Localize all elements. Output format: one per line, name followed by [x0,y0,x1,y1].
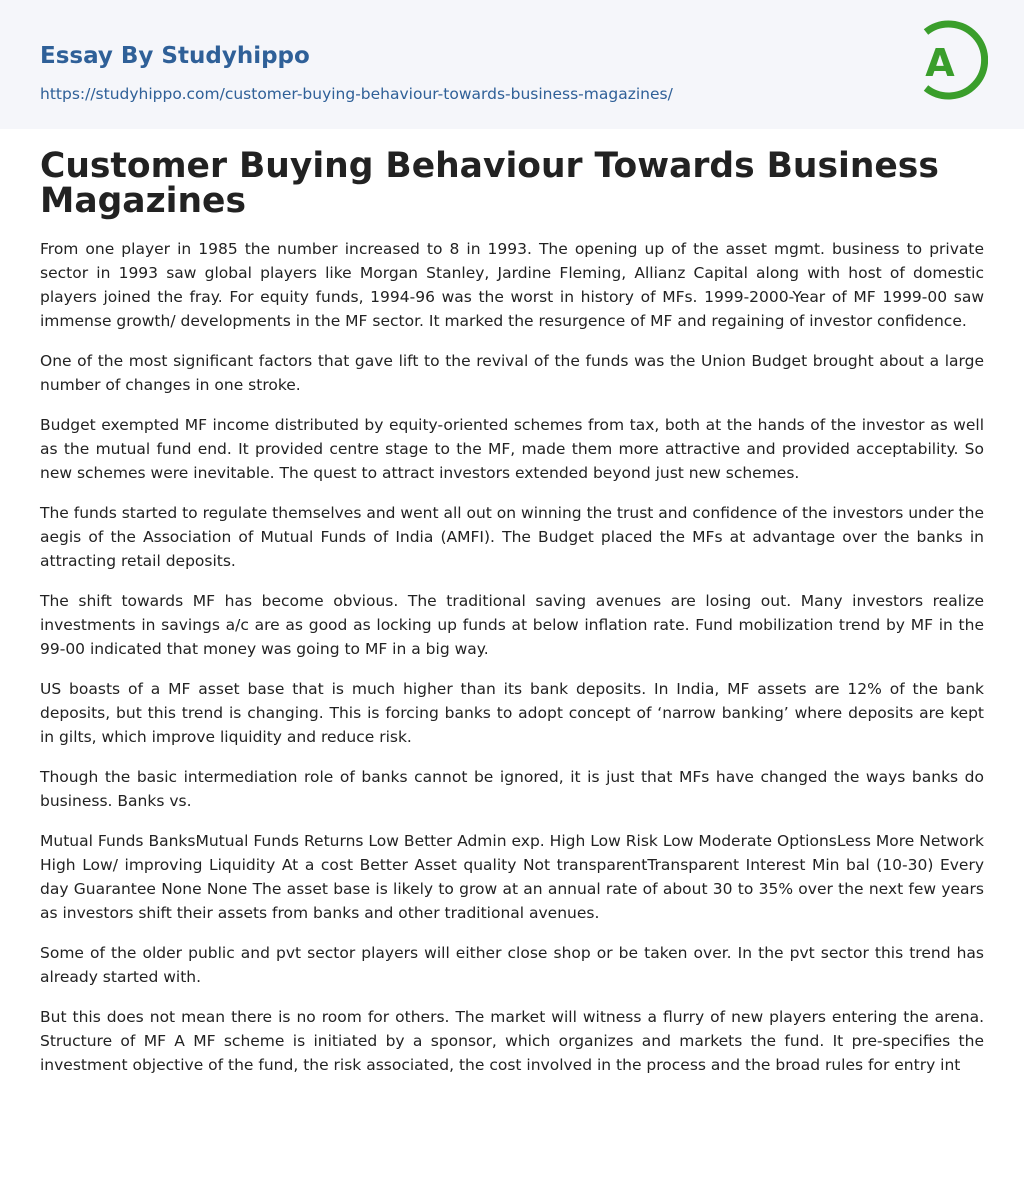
article-paragraph: Though the basic intermediation role of banks cannot be ignored, it is just that MFs have changed the ways banks do business. Banks vs. [40,768,984,810]
article-paragraph: One of the most significant factors that gave lift to the revival of the funds was the Union Budget brought about a large number of changes in one stroke. [40,352,984,394]
article [0,146,1024,1077]
article-paragraph: Some of the older public and pvt sector players will either close shop or be taken over. In the pvt sector this trend has already started with. [40,944,984,986]
page-title: Customer Buying Behaviour Towards Business Magazines [40,146,939,221]
site-title[interactable]: Essay By Studyhippo [40,43,310,69]
article-paragraph: Mutual Funds BanksMutual Funds Returns Low Better Admin exp. High Low Risk Low Moderate OptionsLess More Network High Low/ improving Liquidity At a cost Better Asset quality Not transparentTransparent Interest Min bal (10-30) Every day Guarantee None None The asset base is likely to grow at an annual rate of about 30 to 35% over the next few years as investors shift their assets from banks and other traditional avenues. [40,832,984,922]
source-url-link[interactable]: https://studyhippo.com/customer-buying-behaviour-towards-business-magazines/ [40,85,673,103]
article-paragraph: But this does not mean there is no room for others. The market will witness a flurry of new players entering the arena. Structure of MF A MF scheme is initiated by a sponsor, which organizes and markets the fund. It pre-specifies the investment objective of the fund, the risk associated, the cost involved in the process and the broad rules for entry int [40,1008,984,1074]
site-header [0,0,1024,129]
article-paragraph: The shift towards MF has become obvious. The traditional saving avenues are losing out. Many investors realize investments in savings a/c are as good as locking up funds at below inflation rate. Fund mobilization trend by MF in the 99-00 indicated that money was going to MF in a big way. [40,592,984,658]
article-paragraph: From one player in 1985 the number increased to 8 in 1993. The opening up of the asset mgmt. business to private sector in 1993 saw global players like Morgan Stanley, Jardine Fleming, Allianz Capital along with host of domestic players joined the fray. For equity funds, 1994-96 was the worst in history of MFs. 1999-2000-Year of MF 1999-00 saw immense growth/ developments in the MF sector. It marked the resurgence of MF and regaining of investor confidence. [40,240,984,330]
svg-text:A: A [925,41,955,85]
studyhippo-logo[interactable] [912,18,988,106]
article-paragraph: US boasts of a MF asset base that is much higher than its bank deposits. In India, MF assets are 12% of the bank deposits, but this trend is changing. This is forcing banks to adopt concept of ‘narrow banking’ where deposits are kept in gilts, which improve liquidity and reduce risk. [40,680,984,746]
article-paragraph: The funds started to regulate themselves and went all out on winning the trust and confidence of the investors under the aegis of the Association of Mutual Funds of India (AMFI). The Budget placed the MFs at advantage over the banks in attracting retail deposits. [40,504,984,570]
article-paragraph: Budget exempted MF income distributed by equity-oriented schemes from tax, both at the hands of the investor as well as the mutual fund end. It provided centre stage to the MF, made them more attractive and provided acceptability. So new schemes were inevitable. The quest to attract investors extended beyond just new schemes. [40,416,984,482]
logo-a-icon [912,18,988,106]
